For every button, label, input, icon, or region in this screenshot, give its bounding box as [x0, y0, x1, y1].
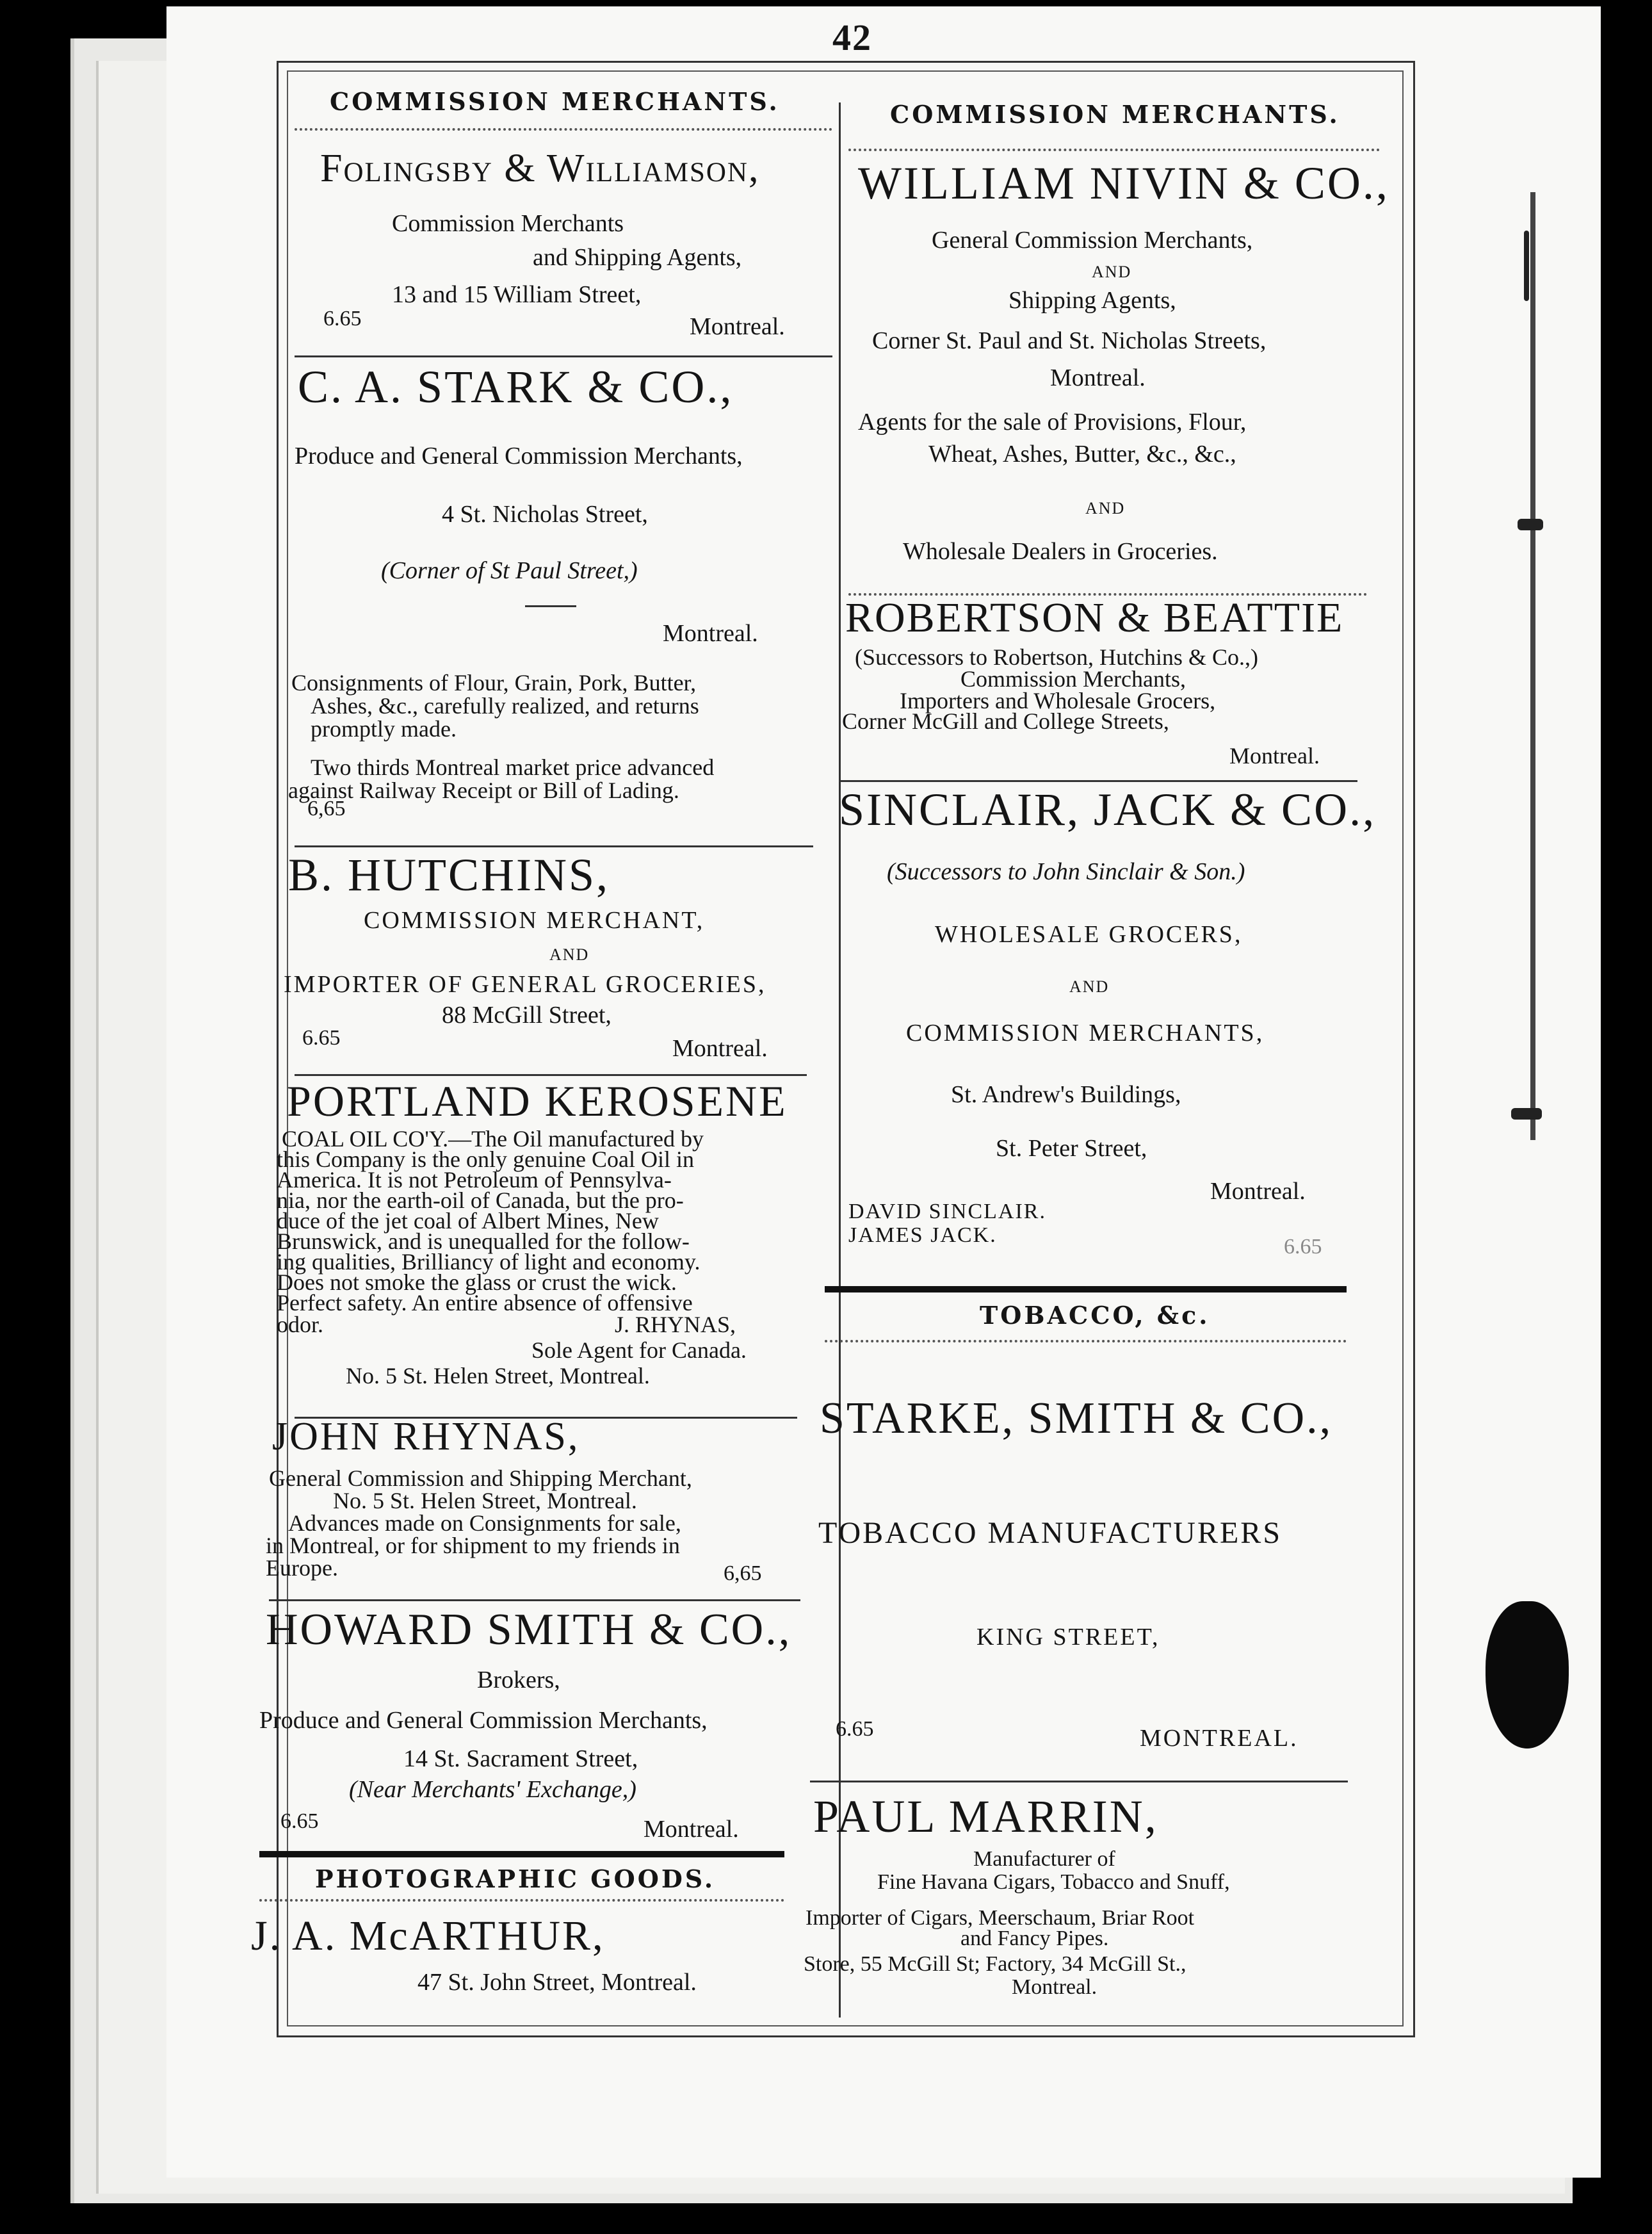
ad-line: Fine Havana Cigars, Tobacco and Snuff, [877, 1870, 1230, 1894]
ad-divider [295, 845, 813, 847]
dotted-divider [259, 1899, 784, 1902]
ad-line: Agents for the sale of Provisions, Flour, [858, 409, 1247, 436]
ad-body: Consignments of Flour, Grain, Pork, Butter, [291, 670, 697, 696]
binding-thread [1530, 192, 1535, 1140]
advertiser-name: B. HUTCHINS, [288, 849, 610, 901]
ad-line: COMMISSION MERCHANTS, [906, 1020, 1265, 1047]
ad-body: Importers and Wholesale Grocers, [900, 688, 1216, 713]
ad-and: AND [549, 945, 590, 964]
ad-line: 47 St. John Street, Montreal. [417, 1969, 697, 1996]
ad-line: TOBACCO MANUFACTURERS [818, 1516, 1283, 1550]
ad-line: Produce and General Commission Merchants, [295, 443, 743, 469]
ad-line: COMMISSION MERCHANT, [364, 907, 705, 934]
section-header: COMMISSION MERCHANTS. [330, 87, 780, 116]
advertiser-name: PAUL MARRIN, [813, 1791, 1158, 1842]
ad-partner: DAVID SINCLAIR. [848, 1200, 1046, 1223]
advertiser-name: JOHN RHYNAS, [272, 1415, 580, 1458]
ad-body: nia, nor the earth-oil of Canada, but the pro- [277, 1187, 684, 1213]
ad-line: (Successors to John Sinclair & Son.) [887, 858, 1245, 885]
ad-body: Commission Merchants, [960, 666, 1186, 692]
ad-city: Montreal. [644, 1816, 739, 1843]
ad-body: General Commission and Shipping Merchant, [269, 1465, 692, 1491]
advertiser-name: ROBERTSON & BEATTIE [845, 594, 1344, 641]
page-number: 42 [832, 17, 872, 58]
ad-body: Brunswick, and is unequalled for the follow- [277, 1228, 690, 1254]
section-header: PHOTOGRAPHIC GOODS. [315, 1864, 716, 1893]
ad-and: AND [1085, 499, 1126, 518]
ad-code: 6.65 [836, 1717, 874, 1741]
advertiser-name: Folingsby & Williamson, [320, 147, 760, 190]
ad-line: Store, 55 McGill St; Factory, 34 McGill St., [804, 1952, 1186, 1976]
ad-code: 6,65 [307, 797, 346, 820]
ad-line: WHOLESALE GROCERS, [935, 921, 1243, 948]
ad-body: America. It is not Petroleum of Pennsylva- [277, 1167, 672, 1193]
ad-line: Shipping Agents, [1008, 287, 1176, 314]
ad-divider [269, 1599, 800, 1601]
section-divider [259, 1851, 784, 1857]
ad-body: Perfect safety. An entire absence of offensive [277, 1290, 693, 1316]
ink-blot [1486, 1601, 1569, 1749]
ad-line: (Near Merchants' Exchange,) [349, 1776, 636, 1803]
section-divider [825, 1286, 1347, 1292]
advertiser-name: J. A. McARTHUR, [251, 1912, 605, 1959]
ad-body: promptly made. [311, 716, 457, 742]
ad-body: in Montreal, or for shipment to my friends in [266, 1533, 680, 1558]
dotted-divider [848, 149, 1380, 151]
ad-body: Does not smoke the glass or crust the wick. [277, 1269, 677, 1295]
ad-city: Montreal. [672, 1035, 768, 1062]
ad-city: Montreal. [1050, 364, 1146, 391]
ad-city: Montreal. [1012, 1975, 1097, 1999]
ad-agent: J. RHYNAS, [615, 1312, 736, 1337]
section-header: TOBACCO, &c. [980, 1301, 1210, 1330]
ad-divider [295, 355, 832, 357]
ad-body: against Railway Receipt or Bill of Lading. [288, 778, 679, 803]
ad-body: duce of the jet coal of Albert Mines, New [277, 1208, 659, 1234]
ad-line: and Fancy Pipes. [960, 1927, 1109, 1950]
ad-divider [295, 1074, 807, 1076]
section-header: COMMISSION MERCHANTS. [890, 100, 1340, 129]
ad-code: 6,65 [724, 1561, 762, 1585]
ad-line: 88 McGill Street, [442, 1002, 611, 1029]
ad-body: Sole Agent for Canada. [531, 1337, 747, 1363]
advertiser-name: PORTLAND KEROSENE [287, 1077, 788, 1125]
advertiser-name: SINCLAIR, JACK & CO., [839, 784, 1377, 835]
dotted-divider [825, 1340, 1347, 1342]
ad-partner: JAMES JACK. [848, 1223, 997, 1247]
ad-line: and Shipping Agents, [533, 244, 742, 271]
ad-line: KING STREET, [976, 1624, 1160, 1651]
ad-line: General Commission Merchants, [932, 227, 1253, 254]
ad-city: Montreal. [1229, 743, 1320, 769]
ad-line: Commission Merchants [392, 210, 624, 237]
ad-code: 6.65 [1284, 1235, 1322, 1259]
advertiser-name: WILLIAM NIVIN & CO., [858, 158, 1389, 209]
ad-line: St. Peter Street, [996, 1135, 1147, 1162]
ad-divider [839, 780, 1357, 782]
ad-line: IMPORTER OF GENERAL GROCERIES, [284, 971, 766, 998]
ad-line: Produce and General Commission Merchants, [259, 1707, 708, 1734]
ad-city: Montreal. [690, 313, 785, 340]
ad-line: 14 St. Sacrament Street, [403, 1745, 638, 1772]
ad-line: (Corner of St Paul Street,) [381, 557, 638, 584]
ad-line: Manufacturer of [973, 1847, 1115, 1871]
advertiser-name: HOWARD SMITH & CO., [266, 1605, 792, 1654]
ad-body: Europe. [266, 1555, 338, 1581]
ad-body: COAL OIL CO'Y.—The Oil manufactured by [282, 1126, 704, 1152]
ad-code: 6.65 [323, 307, 362, 330]
dotted-divider [295, 128, 832, 131]
ad-line: Corner St. Paul and St. Nicholas Streets, [872, 327, 1267, 354]
ad-line: Importer of Cigars, Meerschaum, Briar Root [806, 1906, 1195, 1930]
ad-body: Ashes, &c., carefully realized, and returns [311, 693, 699, 719]
binding-stitch [1524, 231, 1529, 301]
binding-knot [1511, 1108, 1542, 1120]
ad-city: Montreal. [1210, 1178, 1306, 1205]
ad-line: 13 and 15 William Street, [392, 281, 642, 308]
ad-city: Montreal. [663, 620, 758, 647]
ad-body: Advances made on Consignments for sale, [288, 1510, 681, 1536]
ad-city: MONTREAL. [1140, 1725, 1299, 1752]
ad-body: Two thirds Montreal market price advanced [311, 754, 715, 780]
ad-code: 6.65 [280, 1809, 319, 1833]
ad-body: (Successors to Robertson, Hutchins & Co.,) [855, 644, 1258, 670]
advertiser-name: STARKE, SMITH & CO., [820, 1394, 1333, 1443]
ad-line: Wheat, Ashes, Butter, &c., &c., [928, 441, 1236, 468]
ad-and: AND [1092, 263, 1132, 281]
ad-and: AND [1069, 977, 1110, 996]
ad-line: Wholesale Dealers in Groceries. [903, 538, 1218, 565]
ad-body: No. 5 St. Helen Street, Montreal. [346, 1363, 650, 1389]
ad-body: this Company is the only genuine Coal Oil in [277, 1146, 694, 1172]
advertiser-name: C. A. STARK & CO., [298, 361, 734, 412]
ad-line: St. Andrew's Buildings, [951, 1081, 1181, 1108]
ad-divider [810, 1781, 1348, 1782]
ad-line: Brokers, [477, 1667, 560, 1693]
ad-body: Corner McGill and College Streets, [842, 708, 1169, 734]
ad-body: ing qualities, Brilliancy of light and economy. [277, 1249, 700, 1275]
ad-line: 4 St. Nicholas Street, [442, 501, 648, 528]
ad-body: odor. [277, 1312, 324, 1337]
short-rule [525, 605, 576, 607]
ad-code: 6.65 [302, 1026, 341, 1050]
binding-knot [1518, 519, 1543, 530]
ad-body: No. 5 St. Helen Street, Montreal. [333, 1488, 637, 1513]
